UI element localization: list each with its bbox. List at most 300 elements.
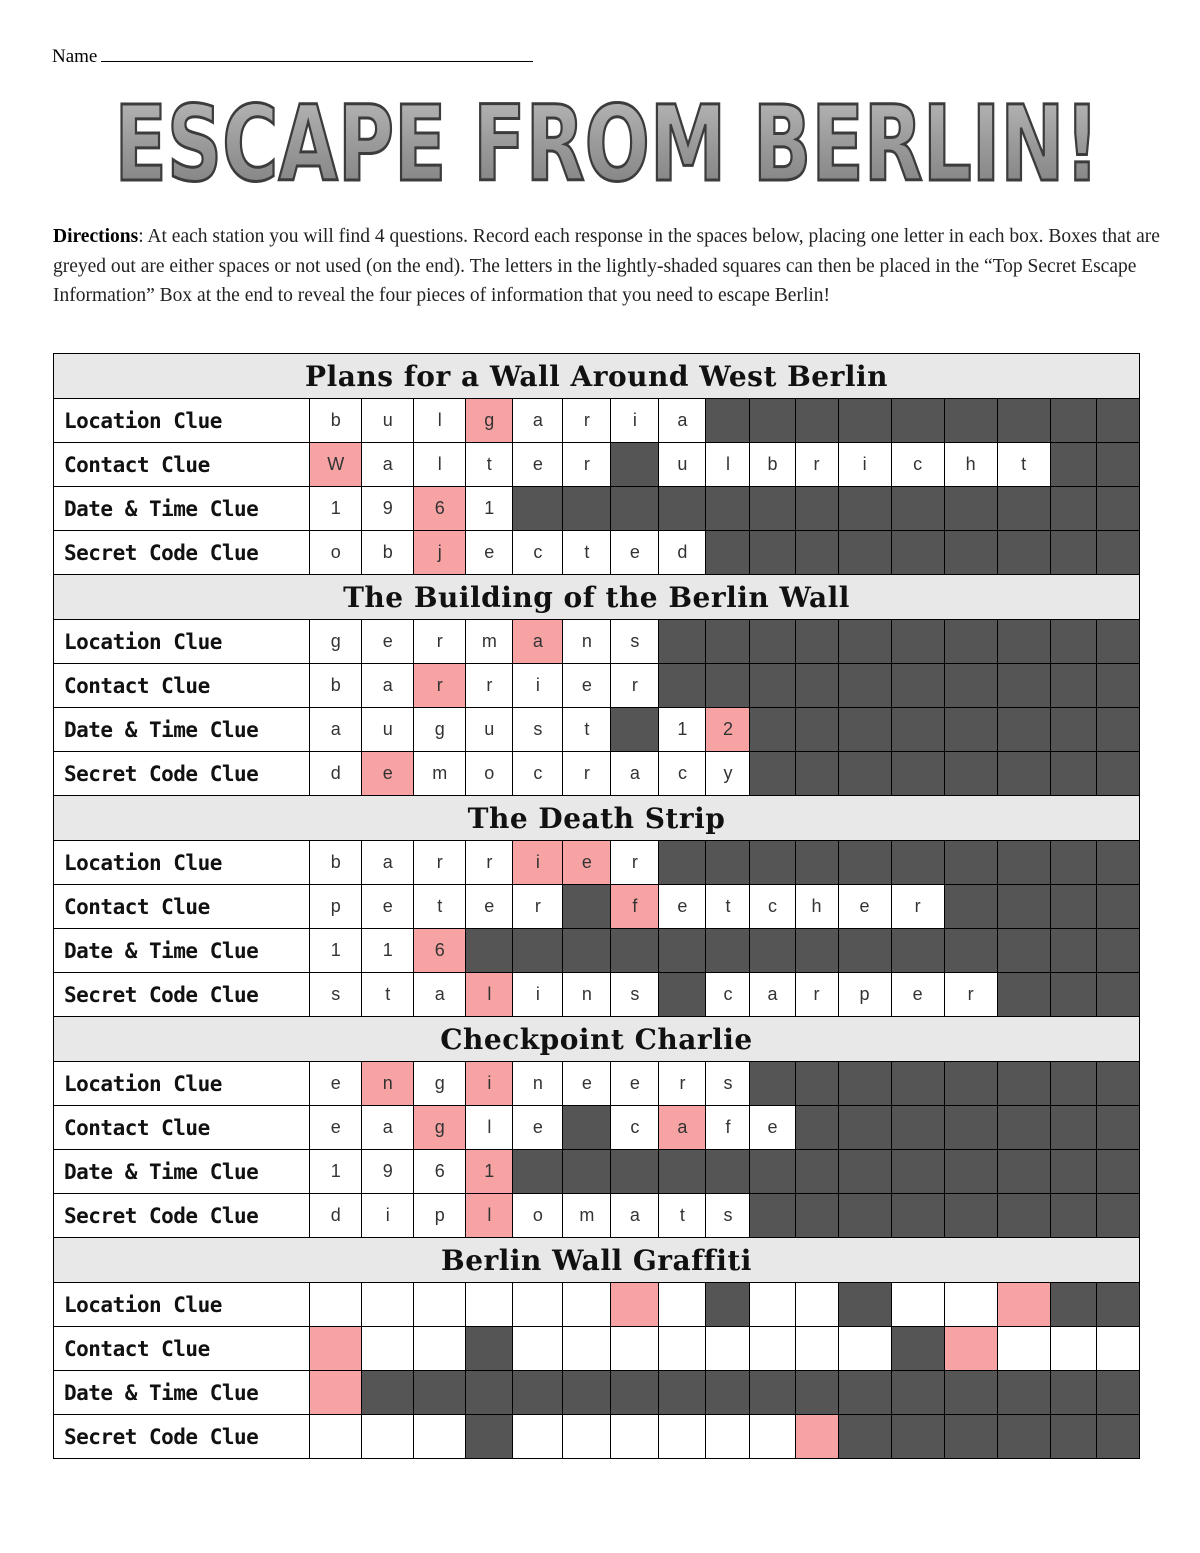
letter-box-blank[interactable]: c	[659, 752, 706, 796]
letter-box-blank[interactable]: s	[706, 1194, 750, 1238]
letter-box-grey	[891, 531, 944, 575]
letter-box-blank[interactable]: n	[513, 1062, 563, 1106]
letter-box-blank[interactable]: s	[611, 973, 659, 1017]
letter-box-blank[interactable]: e	[362, 620, 414, 664]
letter-box-grey	[997, 1371, 1050, 1415]
clue-row	[54, 885, 1140, 929]
directions	[53, 222, 1163, 311]
letter-box-grey	[795, 1194, 838, 1238]
letter-box-blank[interactable]: o	[466, 752, 513, 796]
letter-box-blank[interactable]: a	[362, 841, 414, 885]
letter-box-blank[interactable]	[362, 1327, 414, 1371]
letter-box-blank[interactable]: u	[466, 708, 513, 752]
letter-box-blank[interactable]	[513, 1283, 563, 1327]
letter-box-grey	[706, 1371, 750, 1415]
letter-box-blank[interactable]: 9	[362, 1150, 414, 1194]
letter-box-grey	[944, 620, 997, 664]
letter-box-blank[interactable]: c	[891, 443, 944, 487]
letter-box-blank[interactable]: s	[513, 708, 563, 752]
letter-box-grey	[838, 664, 891, 708]
directions-text: : At each station you will find 4 questions. Record each response in the spaces below, placing one letter in each box. Boxes that are greyed out are either spaces or not used (on the end). The letters in the lightly-shaded squares can then be placed in the “Top Secret Escape Information” Box at the end to reveal the four pieces of information that you need to escape Berlin!	[53, 226, 1160, 306]
letter-box-blank[interactable]: r	[414, 620, 466, 664]
letter-box-grey	[795, 531, 838, 575]
letter-box-blank[interactable]: i	[611, 399, 659, 443]
letter-box-grey	[795, 752, 838, 796]
letter-box-blank[interactable]	[310, 1283, 362, 1327]
letter-box-blank[interactable]: a	[750, 973, 795, 1017]
letter-box-blank[interactable]	[1096, 1327, 1139, 1371]
section-header-row	[54, 1238, 1140, 1283]
letter-box-blank[interactable]: e	[362, 885, 414, 929]
letter-box-grey	[997, 620, 1050, 664]
letter-box-grey	[1096, 841, 1139, 885]
letter-box-blank[interactable]: g	[310, 620, 362, 664]
letter-box-shaded[interactable]: a	[659, 1106, 706, 1150]
letter-box-blank[interactable]: e	[611, 1062, 659, 1106]
letter-box-blank[interactable]: n	[563, 620, 611, 664]
letter-box-grey	[891, 664, 944, 708]
letter-box-grey	[706, 399, 750, 443]
letter-box-blank[interactable]: t	[362, 973, 414, 1017]
letter-box-grey	[1050, 841, 1096, 885]
letter-box-blank[interactable]: m	[563, 1194, 611, 1238]
letter-box-blank[interactable]: t	[414, 885, 466, 929]
letter-box-grey	[659, 487, 706, 531]
letter-box-grey	[1096, 1150, 1139, 1194]
letter-box-blank[interactable]: e	[466, 531, 513, 575]
letter-box-blank[interactable]: a	[513, 399, 563, 443]
letter-box-grey	[795, 1371, 838, 1415]
letter-box-blank[interactable]	[362, 1415, 414, 1459]
letter-box-grey	[997, 885, 1050, 929]
letter-box-blank[interactable]: u	[362, 399, 414, 443]
letter-box-grey	[513, 929, 563, 973]
letter-box-grey	[891, 1062, 944, 1106]
section-title: Berlin Wall Graffiti	[54, 1238, 1140, 1283]
letter-box-blank[interactable]: c	[706, 973, 750, 1017]
clue-row	[54, 1283, 1140, 1327]
section-title: Checkpoint Charlie	[54, 1017, 1140, 1062]
letter-box-blank[interactable]: i	[513, 973, 563, 1017]
letter-box-grey	[706, 620, 750, 664]
letter-box-grey	[1050, 531, 1096, 575]
letter-box-blank[interactable]: i	[362, 1194, 414, 1238]
letter-box-grey	[1096, 620, 1139, 664]
letter-box-blank[interactable]: f	[706, 1106, 750, 1150]
letter-box-grey	[1096, 1371, 1139, 1415]
letter-box-grey	[838, 487, 891, 531]
letter-box-grey	[750, 841, 795, 885]
letter-box-shaded[interactable]: 2	[706, 708, 750, 752]
letter-box-grey	[1050, 620, 1096, 664]
letter-box-grey	[997, 929, 1050, 973]
letter-box-blank[interactable]: p	[838, 973, 891, 1017]
letter-box-grey	[944, 1371, 997, 1415]
letter-box-blank[interactable]: c	[750, 885, 795, 929]
letter-box-blank[interactable]: b	[362, 531, 414, 575]
letter-box-blank[interactable]: e	[310, 1062, 362, 1106]
letter-box-grey	[1096, 929, 1139, 973]
letter-box-grey	[795, 487, 838, 531]
letter-box-blank[interactable]: 1	[310, 487, 362, 531]
letter-box-blank[interactable]: e	[466, 885, 513, 929]
letter-box-blank[interactable]	[659, 1415, 706, 1459]
letter-box-blank[interactable]: 1	[659, 708, 706, 752]
letter-box-blank[interactable]: e	[838, 885, 891, 929]
letter-box-shaded[interactable]: g	[466, 399, 513, 443]
letter-box-blank[interactable]: c	[513, 752, 563, 796]
letter-box-grey	[838, 1415, 891, 1459]
letter-box-grey	[1050, 1194, 1096, 1238]
letter-box-grey	[1096, 1283, 1139, 1327]
letter-box-blank[interactable]: l	[466, 1106, 513, 1150]
clue-label: Location Clue	[54, 1062, 310, 1106]
clue-label: Date & Time Clue	[54, 1371, 310, 1415]
letter-box-blank[interactable]: e	[513, 443, 563, 487]
clue-label: Date & Time Clue	[54, 1150, 310, 1194]
letter-box-blank[interactable]	[563, 1327, 611, 1371]
letter-box-shaded[interactable]: 1	[466, 1150, 513, 1194]
letter-box-grey	[1096, 443, 1139, 487]
letter-box-grey	[611, 1150, 659, 1194]
name-field[interactable]	[52, 46, 533, 68]
letter-box-blank[interactable]: a	[362, 664, 414, 708]
letter-box-blank[interactable]: i	[513, 664, 563, 708]
letter-box-blank[interactable]: i	[838, 443, 891, 487]
letter-box-grey	[891, 1415, 944, 1459]
letter-box-grey	[891, 487, 944, 531]
letter-box-blank[interactable]: m	[466, 620, 513, 664]
clue-row	[54, 1150, 1140, 1194]
letter-box-blank[interactable]: r	[466, 841, 513, 885]
letter-box-shaded[interactable]: i	[466, 1062, 513, 1106]
letter-box-blank[interactable]: a	[611, 752, 659, 796]
letter-box-blank[interactable]: l	[414, 443, 466, 487]
letter-box-shaded[interactable]: r	[414, 664, 466, 708]
letter-box-grey	[750, 664, 795, 708]
letter-box-grey	[706, 1150, 750, 1194]
clue-label: Secret Code Clue	[54, 1194, 310, 1238]
letter-box-grey	[750, 929, 795, 973]
letter-box-blank[interactable]: e	[659, 885, 706, 929]
letter-box-blank[interactable]: e	[513, 1106, 563, 1150]
letter-box-grey	[466, 1415, 513, 1459]
letter-box-blank[interactable]: t	[563, 531, 611, 575]
letter-box-blank[interactable]: r	[795, 973, 838, 1017]
letter-box-shaded[interactable]: e	[563, 841, 611, 885]
letter-box-blank[interactable]: b	[310, 664, 362, 708]
letter-box-grey	[944, 708, 997, 752]
letter-box-blank[interactable]: e	[310, 1106, 362, 1150]
clue-row	[54, 1327, 1140, 1371]
letter-box-blank[interactable]: y	[706, 752, 750, 796]
section-header-row	[54, 1017, 1140, 1062]
letter-box-grey	[563, 1371, 611, 1415]
letter-box-blank[interactable]: u	[659, 443, 706, 487]
letter-box-blank[interactable]	[414, 1327, 466, 1371]
letter-box-blank[interactable]: s	[310, 973, 362, 1017]
clue-label: Contact Clue	[54, 443, 310, 487]
letter-box-blank[interactable]: b	[310, 399, 362, 443]
letter-box-blank[interactable]: b	[310, 841, 362, 885]
letter-box-grey	[838, 929, 891, 973]
letter-box-blank[interactable]: t	[659, 1194, 706, 1238]
letter-box-blank[interactable]: 1	[310, 929, 362, 973]
letter-box-blank[interactable]: d	[310, 752, 362, 796]
letter-box-blank[interactable]: r	[414, 841, 466, 885]
letter-box-blank[interactable]: t	[563, 708, 611, 752]
letter-box-blank[interactable]: e	[750, 1106, 795, 1150]
letter-box-blank[interactable]: c	[611, 1106, 659, 1150]
letter-box-grey	[997, 531, 1050, 575]
clue-label: Secret Code Clue	[54, 752, 310, 796]
letter-box-blank[interactable]: e	[891, 973, 944, 1017]
letter-box-blank[interactable]: l	[414, 399, 466, 443]
letter-box-blank[interactable]: m	[414, 752, 466, 796]
clue-row	[54, 664, 1140, 708]
letter-box-grey	[1050, 1371, 1096, 1415]
letter-box-blank[interactable]: 9	[362, 487, 414, 531]
letter-box-grey	[795, 1150, 838, 1194]
letter-box-grey	[1096, 973, 1139, 1017]
letter-box-blank[interactable]: n	[563, 973, 611, 1017]
name-blank-line[interactable]	[101, 47, 533, 62]
letter-box-grey	[1050, 664, 1096, 708]
letter-box-grey	[659, 973, 706, 1017]
letter-box-grey	[838, 531, 891, 575]
letter-box-grey	[795, 399, 838, 443]
letter-box-shaded[interactable]	[611, 1283, 659, 1327]
letter-box-shaded[interactable]: g	[414, 1106, 466, 1150]
letter-box-grey	[750, 1371, 795, 1415]
clue-row	[54, 443, 1140, 487]
letter-box-blank[interactable]	[310, 1415, 362, 1459]
letter-box-grey	[838, 841, 891, 885]
letter-box-blank[interactable]: o	[513, 1194, 563, 1238]
letter-box-blank[interactable]: 1	[310, 1150, 362, 1194]
letter-box-shaded[interactable]: W	[310, 443, 362, 487]
letter-box-grey	[838, 1283, 891, 1327]
letter-box-blank[interactable]: r	[466, 664, 513, 708]
letter-box-grey	[891, 1106, 944, 1150]
letter-box-blank[interactable]	[362, 1283, 414, 1327]
letter-box-shaded[interactable]	[944, 1327, 997, 1371]
letter-box-blank[interactable]	[891, 1283, 944, 1327]
letter-box-blank[interactable]: h	[795, 885, 838, 929]
clue-row	[54, 1106, 1140, 1150]
letter-box-shaded[interactable]: l	[466, 1194, 513, 1238]
letter-box-blank[interactable]	[795, 1327, 838, 1371]
letter-box-grey	[795, 1062, 838, 1106]
letter-box-blank[interactable]	[795, 1283, 838, 1327]
letter-box-blank[interactable]: a	[362, 443, 414, 487]
clue-grid	[53, 353, 1140, 1459]
letter-box-shaded[interactable]: l	[466, 973, 513, 1017]
letter-box-grey	[706, 487, 750, 531]
letter-box-grey	[891, 1371, 944, 1415]
letter-box-grey	[891, 752, 944, 796]
clue-row	[54, 487, 1140, 531]
letter-box-blank[interactable]: r	[611, 664, 659, 708]
letter-box-shaded[interactable]: n	[362, 1062, 414, 1106]
letter-box-grey	[891, 399, 944, 443]
letter-box-grey	[838, 708, 891, 752]
letter-box-shaded[interactable]	[795, 1415, 838, 1459]
letter-box-shaded[interactable]: a	[513, 620, 563, 664]
letter-box-grey	[1050, 1062, 1096, 1106]
letter-box-grey	[414, 1371, 466, 1415]
letter-box-shaded[interactable]: 6	[414, 487, 466, 531]
letter-box-grey	[1096, 664, 1139, 708]
clue-row	[54, 752, 1140, 796]
letter-box-blank[interactable]	[1050, 1327, 1096, 1371]
letter-box-blank[interactable]: d	[659, 531, 706, 575]
letter-box-blank[interactable]: a	[310, 708, 362, 752]
letter-box-blank[interactable]: 6	[414, 1150, 466, 1194]
section-header-row	[54, 354, 1140, 399]
letter-box-blank[interactable]: r	[944, 973, 997, 1017]
letter-box-blank[interactable]: a	[659, 399, 706, 443]
letter-box-blank[interactable]: g	[414, 708, 466, 752]
letter-box-grey	[891, 708, 944, 752]
letter-box-grey	[706, 664, 750, 708]
letter-box-grey	[838, 1150, 891, 1194]
letter-box-grey	[944, 1415, 997, 1459]
letter-box-blank[interactable]: r	[611, 841, 659, 885]
letter-box-blank[interactable]	[944, 1283, 997, 1327]
letter-box-shaded[interactable]: e	[362, 752, 414, 796]
letter-box-blank[interactable]	[750, 1283, 795, 1327]
letter-box-grey	[838, 399, 891, 443]
letter-box-blank[interactable]: t	[706, 885, 750, 929]
letter-box-grey	[795, 620, 838, 664]
worksheet-title	[110, 92, 1105, 192]
letter-box-blank[interactable]: r	[659, 1062, 706, 1106]
letter-box-blank[interactable]	[750, 1327, 795, 1371]
letter-box-grey	[750, 1062, 795, 1106]
letter-box-blank[interactable]	[563, 1415, 611, 1459]
letter-box-grey	[706, 531, 750, 575]
letter-box-blank[interactable]: e	[563, 664, 611, 708]
letter-box-blank[interactable]	[513, 1327, 563, 1371]
letter-box-blank[interactable]	[659, 1327, 706, 1371]
letter-box-blank[interactable]	[611, 1327, 659, 1371]
letter-box-blank[interactable]: b	[750, 443, 795, 487]
letter-box-shaded[interactable]: 6	[414, 929, 466, 973]
letter-box-grey	[659, 1371, 706, 1415]
letter-box-blank[interactable]: o	[310, 531, 362, 575]
letter-box-blank[interactable]: r	[795, 443, 838, 487]
clue-row	[54, 620, 1140, 664]
letter-box-grey	[1096, 1106, 1139, 1150]
letter-box-grey	[1050, 1415, 1096, 1459]
letter-box-grey	[466, 929, 513, 973]
clue-label: Contact Clue	[54, 664, 310, 708]
letter-box-blank[interactable]	[513, 1415, 563, 1459]
letter-box-blank[interactable]: r	[563, 443, 611, 487]
letter-box-grey	[944, 1062, 997, 1106]
letter-box-grey	[838, 1062, 891, 1106]
letter-box-shaded[interactable]	[997, 1283, 1050, 1327]
letter-box-blank[interactable]: s	[706, 1062, 750, 1106]
letter-box-blank[interactable]	[414, 1415, 466, 1459]
letter-box-blank[interactable]: p	[310, 885, 362, 929]
letter-box-grey	[563, 487, 611, 531]
letter-box-blank[interactable]	[706, 1327, 750, 1371]
letter-box-blank[interactable]: p	[414, 1194, 466, 1238]
letter-box-shaded[interactable]: f	[611, 885, 659, 929]
letter-box-grey	[1096, 752, 1139, 796]
letter-box-blank[interactable]: a	[362, 1106, 414, 1150]
letter-box-blank[interactable]: l	[706, 443, 750, 487]
letter-box-blank[interactable]	[414, 1283, 466, 1327]
letter-box-blank[interactable]: 1	[362, 929, 414, 973]
letter-box-blank[interactable]	[563, 1283, 611, 1327]
letter-box-blank[interactable]: s	[611, 620, 659, 664]
letter-box-shaded[interactable]	[310, 1327, 362, 1371]
letter-box-grey	[997, 1415, 1050, 1459]
letter-box-grey	[750, 752, 795, 796]
letter-box-blank[interactable]: 1	[466, 487, 513, 531]
letter-box-grey	[891, 620, 944, 664]
letter-box-blank[interactable]: e	[563, 1062, 611, 1106]
letter-box-grey	[944, 1150, 997, 1194]
letter-box-grey	[1096, 1415, 1139, 1459]
letter-box-blank[interactable]: u	[362, 708, 414, 752]
letter-box-grey	[1096, 487, 1139, 531]
letter-box-blank[interactable]	[706, 1415, 750, 1459]
letter-box-grey	[944, 531, 997, 575]
letter-box-blank[interactable]	[466, 1283, 513, 1327]
letter-box-blank[interactable]	[659, 1283, 706, 1327]
letter-box-grey	[706, 1283, 750, 1327]
letter-box-blank[interactable]: g	[414, 1062, 466, 1106]
letter-box-blank[interactable]	[750, 1415, 795, 1459]
letter-box-grey	[891, 841, 944, 885]
clue-label: Date & Time Clue	[54, 487, 310, 531]
letter-box-blank[interactable]	[997, 1327, 1050, 1371]
letter-box-blank[interactable]: r	[891, 885, 944, 929]
letter-box-blank[interactable]	[838, 1327, 891, 1371]
letter-box-grey	[611, 443, 659, 487]
letter-box-blank[interactable]: a	[611, 1194, 659, 1238]
letter-box-shaded[interactable]: i	[513, 841, 563, 885]
letter-box-blank[interactable]: t	[466, 443, 513, 487]
letter-box-blank[interactable]: r	[563, 399, 611, 443]
letter-box-shaded[interactable]: j	[414, 531, 466, 575]
clue-label: Date & Time Clue	[54, 929, 310, 973]
letter-box-grey	[944, 399, 997, 443]
letter-box-grey	[944, 841, 997, 885]
letter-box-blank[interactable]: e	[611, 531, 659, 575]
letter-box-blank[interactable]: t	[997, 443, 1050, 487]
letter-box-grey	[1050, 885, 1096, 929]
letter-box-shaded[interactable]	[310, 1371, 362, 1415]
section-title: Plans for a Wall Around West Berlin	[54, 354, 1140, 399]
section-header-row	[54, 796, 1140, 841]
letter-box-blank[interactable]	[611, 1415, 659, 1459]
letter-box-blank[interactable]: c	[513, 531, 563, 575]
letter-box-blank[interactable]: a	[414, 973, 466, 1017]
letter-box-grey	[944, 885, 997, 929]
letter-box-blank[interactable]: h	[944, 443, 997, 487]
letter-box-blank[interactable]: r	[513, 885, 563, 929]
letter-box-blank[interactable]: d	[310, 1194, 362, 1238]
clue-label: Date & Time Clue	[54, 708, 310, 752]
clue-row	[54, 1371, 1140, 1415]
letter-box-grey	[1096, 1062, 1139, 1106]
letter-box-blank[interactable]: r	[563, 752, 611, 796]
